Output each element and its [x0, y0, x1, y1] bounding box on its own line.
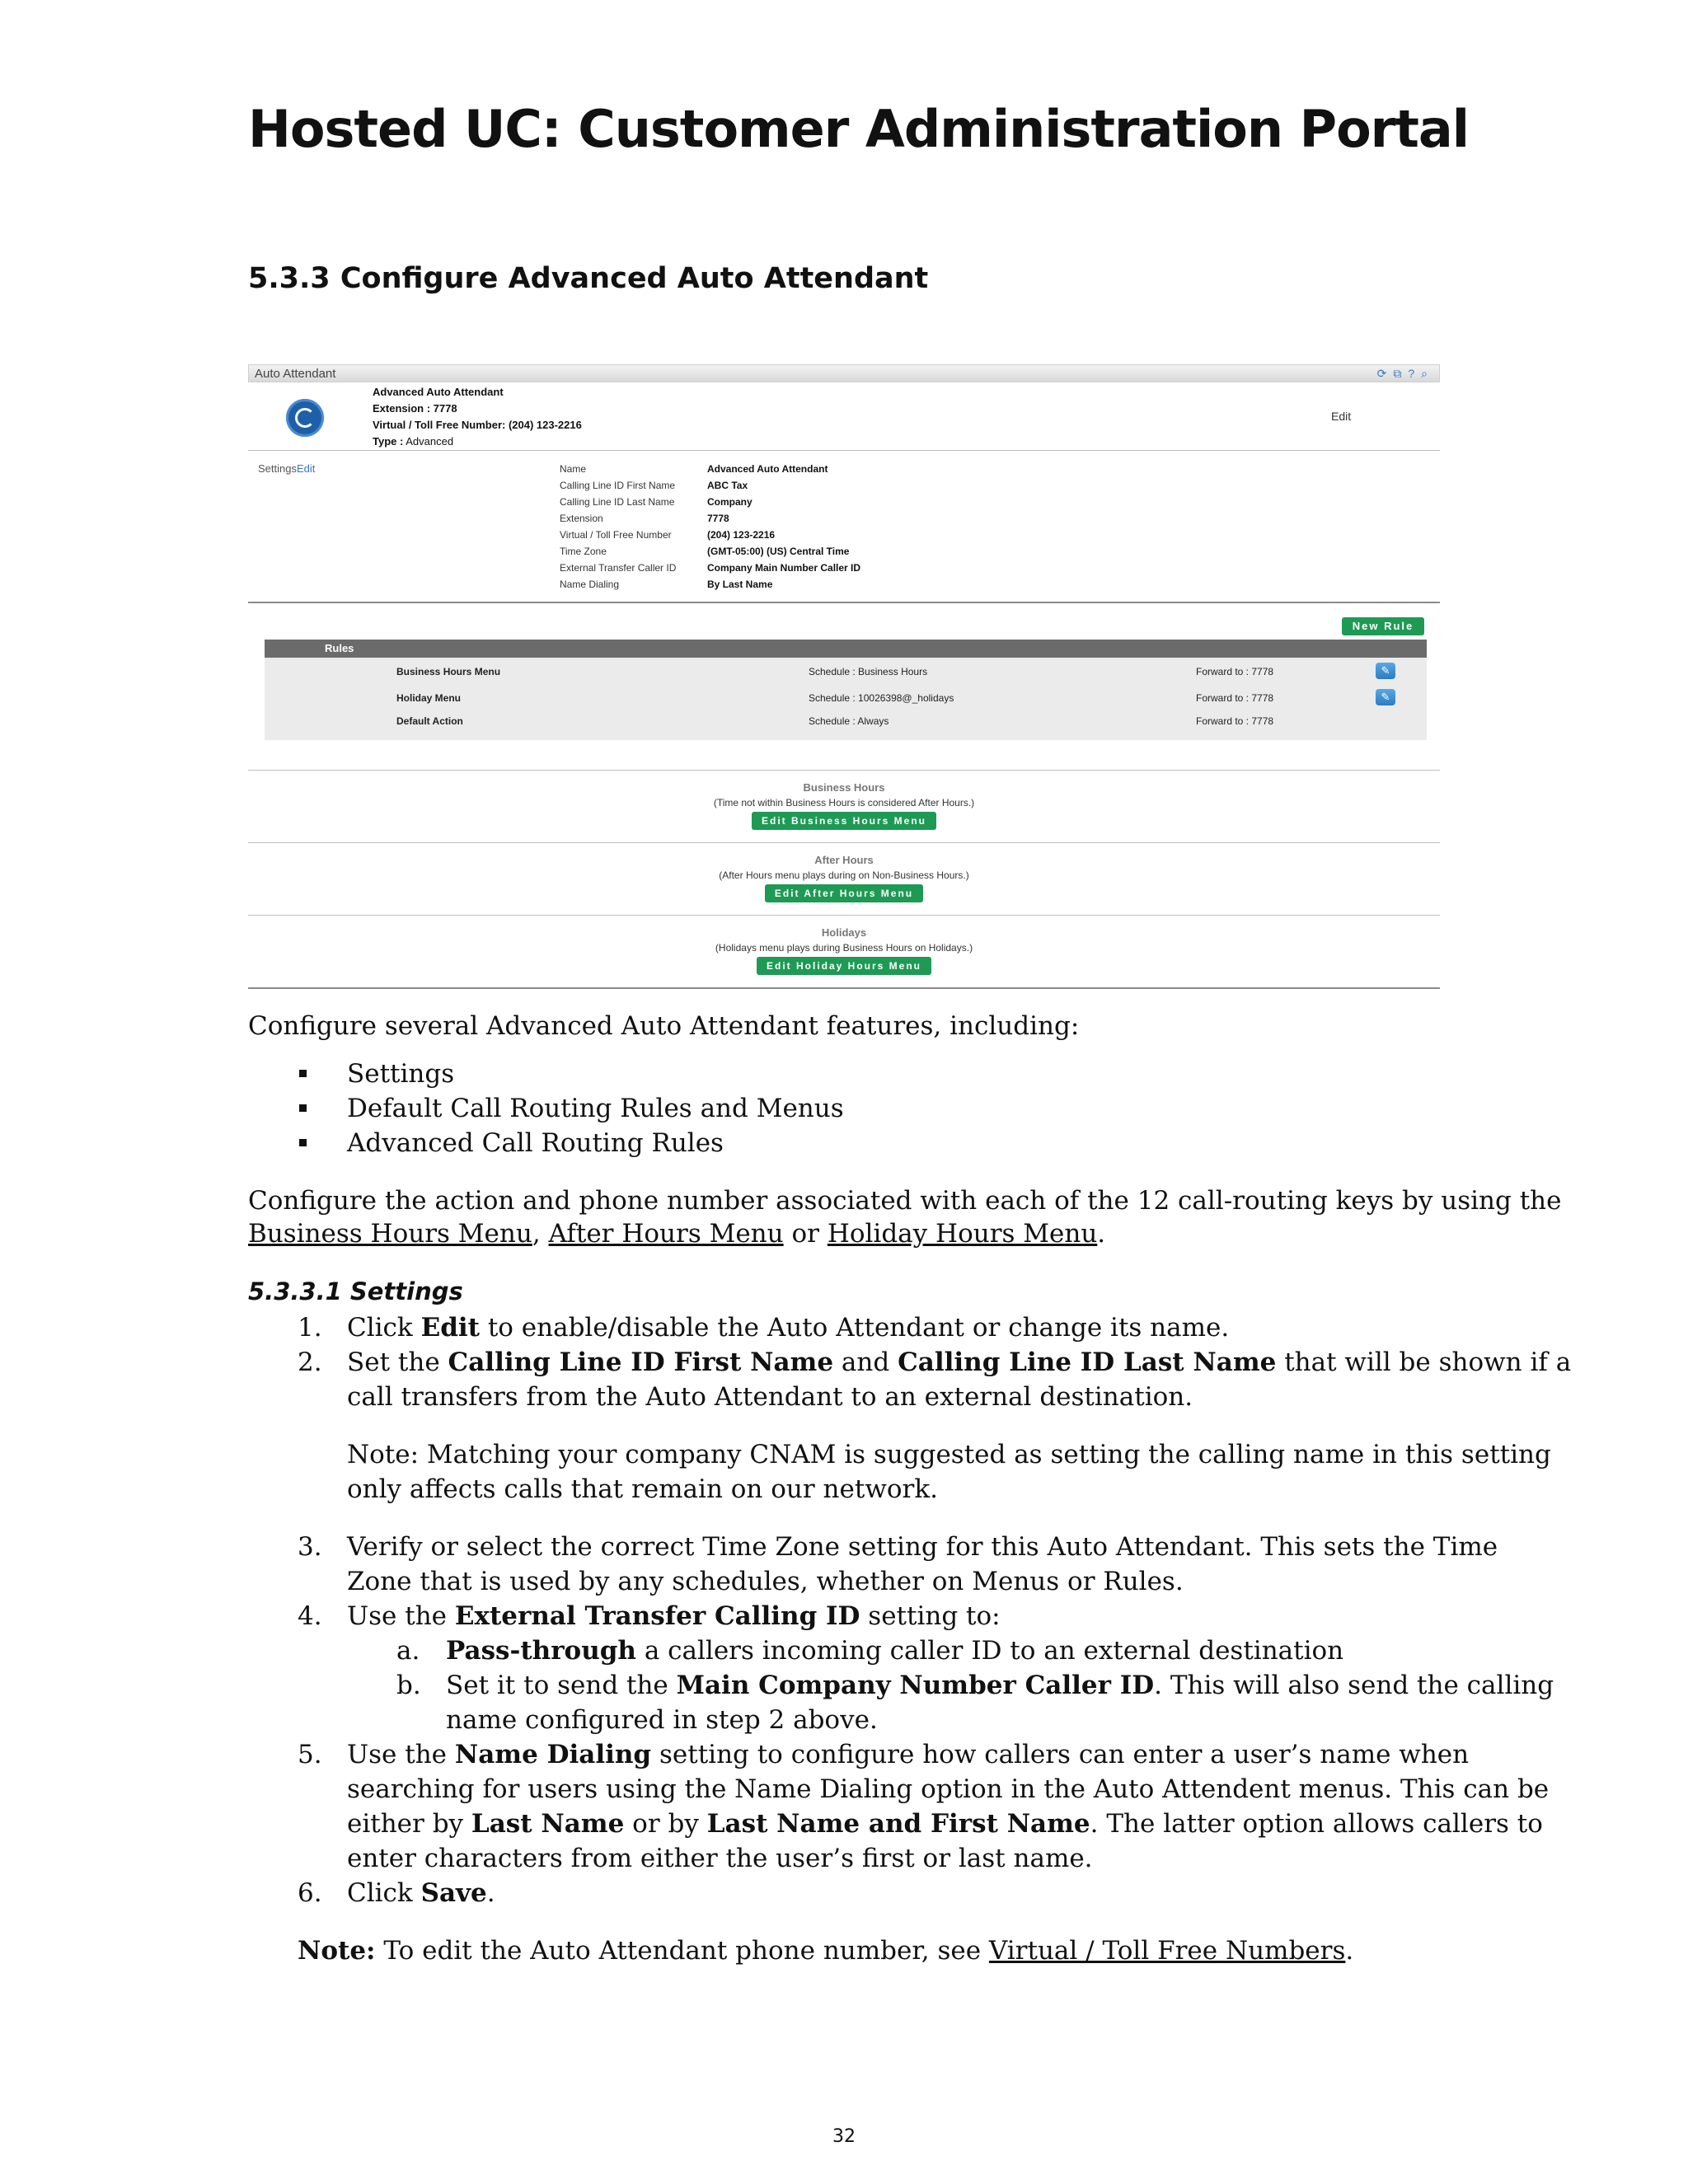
- step-text: a callers incoming caller ID to an external destination: [635, 1636, 1344, 1666]
- step-bold: Pass-through: [446, 1636, 636, 1666]
- setting-value: Company Main Number Caller ID: [707, 562, 861, 574]
- rules-header: [265, 640, 1427, 658]
- edit-after-hours-menu-button[interactable]: Edit After Hours Menu: [765, 884, 923, 902]
- panel-title: Auto Attendant: [255, 367, 336, 381]
- after-hours-section: [248, 854, 1440, 902]
- step-2: [347, 1345, 1571, 1380]
- step-number: 3.: [298, 1532, 322, 1562]
- intro-paragraph: Configure several Advanced Auto Attendant features, including:: [248, 1011, 1080, 1041]
- step-number: 6.: [298, 1878, 322, 1908]
- menu-links-line: [248, 1216, 1105, 1251]
- bullet-marker: [299, 1104, 307, 1112]
- step-number: 5.: [298, 1740, 322, 1769]
- setting-value: ABC Tax: [707, 480, 748, 491]
- header-edit-link[interactable]: Edit: [1331, 410, 1352, 423]
- list-item: Default Call Routing Rules and Menus: [347, 1094, 844, 1123]
- divider: [248, 842, 1440, 843]
- search-icon[interactable]: ⌕: [1421, 367, 1434, 380]
- step-4b: [446, 1668, 1554, 1703]
- setting-key: Virtual / Toll Free Number: [560, 529, 672, 541]
- divider: [248, 987, 1440, 989]
- divider: [248, 770, 1440, 771]
- panel-toolbar-icons: [1377, 367, 1434, 381]
- substep-letter: b.: [396, 1671, 421, 1700]
- setting-value: By Last Name: [707, 579, 773, 590]
- step-3-continued: Zone that is used by any schedules, whether on Menus or Rules.: [347, 1567, 1184, 1596]
- aa-header-virtual-number: Virtual / Toll Free Number: (204) 123-2216: [373, 419, 582, 431]
- rule-schedule: Schedule : 10026398@_holidays: [809, 692, 954, 704]
- setting-key: Time Zone: [560, 546, 607, 557]
- rules-table: [265, 640, 1427, 740]
- step-bold: Main Company Number Caller ID: [676, 1671, 1155, 1700]
- step-4: [347, 1599, 1001, 1633]
- section-heading: After Hours: [814, 854, 874, 866]
- step-bold: Last Name and First Name: [706, 1809, 1090, 1839]
- rule-schedule: Schedule : Business Hours: [809, 666, 928, 677]
- virtual-toll-free-numbers-link[interactable]: Virtual / Toll Free Numbers: [988, 1936, 1346, 1966]
- phone-number-note: [298, 1933, 1353, 1968]
- rule-forward: Forward to : 7778: [1196, 692, 1274, 704]
- business-hours-menu-link[interactable]: Business Hours Menu: [248, 1219, 532, 1249]
- step-text: setting to:: [860, 1601, 1001, 1631]
- step-text: Use the: [347, 1601, 455, 1631]
- step-text: Set the: [347, 1347, 448, 1377]
- table-row: [265, 709, 1427, 733]
- refresh-icon[interactable]: ⟳: [1376, 367, 1394, 380]
- table-row: [265, 686, 1427, 710]
- step-5-continued: [347, 1807, 1543, 1841]
- panel-title-bar: [248, 364, 1440, 382]
- step-bold: Calling Line ID Last Name: [898, 1347, 1277, 1377]
- document-title: Hosted UC: Customer Administration Portal: [248, 99, 1469, 159]
- bullet-marker: [299, 1070, 307, 1077]
- divider: [248, 915, 1440, 916]
- aa-header-name: Advanced Auto Attendant: [373, 386, 504, 398]
- rule-schedule: Schedule : Always: [809, 715, 889, 727]
- aa-type-value: Advanced: [406, 435, 454, 448]
- step-bold: Edit: [420, 1313, 480, 1343]
- holidays-section: [248, 926, 1440, 975]
- step-text: either by: [347, 1809, 471, 1839]
- step-text: . This will also send the calling: [1154, 1671, 1554, 1700]
- holiday-hours-menu-link[interactable]: Holiday Hours Menu: [827, 1219, 1098, 1249]
- section-description: (Holidays menu plays during Business Hours on Holidays.): [715, 942, 973, 954]
- rule-name: Default Action: [396, 715, 463, 727]
- help-icon[interactable]: ?: [1408, 367, 1422, 380]
- step-2-continued: call transfers from the Auto Attendant to an external destination.: [347, 1382, 1193, 1412]
- step-5-continued: searching for users using the Name Dialing option in the Auto Attendent menus. This can be: [347, 1774, 1550, 1804]
- rule-name: Business Hours Menu: [396, 666, 501, 677]
- setting-key: Name: [560, 463, 587, 475]
- routing-keys-paragraph: Configure the action and phone number associated with each of the 12 call-routing keys by using the: [248, 1186, 1562, 1216]
- separator: .: [1097, 1219, 1106, 1249]
- rule-forward: Forward to : 7778: [1196, 666, 1274, 677]
- step-text: or by: [624, 1809, 707, 1839]
- step-bold: Save: [420, 1878, 487, 1908]
- section-heading: Business Hours: [803, 781, 885, 794]
- table-row: [265, 659, 1427, 684]
- rule-name: Holiday Menu: [396, 692, 462, 704]
- bullet-marker: [299, 1139, 307, 1146]
- note-text: To edit the Auto Attendant phone number, see: [375, 1936, 989, 1966]
- step-bold: Calling Line ID First Name: [448, 1347, 834, 1377]
- section-description: (Time not within Business Hours is considered After Hours.): [713, 797, 975, 808]
- step-5-continued: enter characters from either the user’s first or last name.: [347, 1844, 1093, 1873]
- setting-value: Advanced Auto Attendant: [707, 463, 828, 475]
- list-item: Advanced Call Routing Rules: [347, 1128, 724, 1158]
- rule-forward: Forward to : 7778: [1196, 715, 1274, 727]
- window-icon[interactable]: ⧉: [1393, 367, 1409, 380]
- separator: or: [783, 1219, 828, 1249]
- business-hours-section: [248, 781, 1440, 830]
- cnam-note-continued: only affects calls that remain on our network.: [347, 1474, 938, 1504]
- step-number: 1.: [298, 1313, 322, 1343]
- setting-key: Calling Line ID Last Name: [560, 496, 675, 508]
- setting-key: Name Dialing: [560, 579, 620, 590]
- step-4b-continued: name configured in step 2 above.: [446, 1705, 878, 1735]
- step-text: .: [486, 1878, 495, 1908]
- edit-rule-icon[interactable]: ✎: [1376, 689, 1395, 705]
- note-text: .: [1345, 1936, 1354, 1966]
- settings-label: [258, 462, 315, 475]
- step-6: [347, 1876, 495, 1910]
- section-heading: Holidays: [821, 926, 867, 939]
- setting-value: 7778: [707, 513, 729, 524]
- step-text: and: [833, 1347, 898, 1377]
- settings-title: Settings: [258, 462, 297, 475]
- setting-key: External Transfer Caller ID: [560, 562, 677, 574]
- substep-letter: a.: [396, 1636, 420, 1666]
- setting-value: (204) 123-2216: [707, 529, 776, 541]
- aa-header-type: [373, 435, 453, 448]
- divider: [248, 602, 1440, 603]
- auto-attendant-screenshot: [248, 363, 1440, 991]
- step-text: . The latter option allows callers to: [1090, 1809, 1543, 1839]
- setting-key: Extension: [560, 513, 603, 524]
- step-number: 4.: [298, 1601, 322, 1631]
- step-text: Click: [347, 1313, 421, 1343]
- step-text: Click: [347, 1878, 421, 1908]
- step-bold: External Transfer Calling ID: [454, 1601, 860, 1631]
- edit-rule-icon[interactable]: ✎: [1376, 663, 1395, 679]
- step-text: setting to configure how callers can enter a user’s name when: [651, 1740, 1470, 1769]
- step-text: that will be shown if a: [1276, 1347, 1572, 1377]
- step-1: [347, 1310, 1229, 1345]
- rules-header-label: Rules: [325, 642, 354, 654]
- edit-business-hours-menu-button[interactable]: Edit Business Hours Menu: [752, 812, 936, 830]
- step-number: 2.: [298, 1347, 322, 1377]
- step-5: [347, 1737, 1469, 1772]
- aa-type-label: Type :: [373, 435, 404, 448]
- step-bold: Last Name: [471, 1809, 625, 1839]
- new-rule-button[interactable]: New Rule: [1342, 617, 1424, 635]
- subsection-heading: 5.3.3.1 Settings: [248, 1277, 463, 1305]
- after-hours-menu-link[interactable]: After Hours Menu: [548, 1219, 784, 1249]
- aa-header-extension: Extension : 7778: [373, 402, 457, 415]
- list-item: Settings: [347, 1059, 455, 1089]
- divider: [248, 450, 1440, 451]
- page-number: 32: [832, 2126, 856, 2147]
- section-description: (After Hours menu plays during on Non-Business Hours.): [719, 869, 969, 881]
- settings-edit-link[interactable]: Edit: [296, 462, 316, 475]
- step-3: Verify or select the correct Time Zone setting for this Auto Attendant. This sets the Time: [347, 1532, 1498, 1562]
- setting-value: (GMT-05:00) (US) Central Time: [707, 546, 850, 557]
- cnam-note: Note: Matching your company CNAM is suggested as setting the calling name in this setting: [347, 1440, 1551, 1469]
- separator: ,: [532, 1219, 549, 1249]
- step-text: Use the: [347, 1740, 455, 1769]
- step-4a: [446, 1633, 1343, 1668]
- step-text: to enable/disable the Auto Attendant or change its name.: [479, 1313, 1230, 1343]
- step-text: Set it to send the: [446, 1671, 677, 1700]
- setting-key: Calling Line ID First Name: [560, 480, 676, 491]
- auto-attendant-logo-icon: [286, 399, 324, 437]
- edit-holiday-hours-menu-button[interactable]: Edit Holiday Hours Menu: [757, 957, 931, 975]
- step-bold: Name Dialing: [454, 1740, 652, 1769]
- note-label: Note:: [298, 1936, 376, 1966]
- section-title: 5.3.3 Configure Advanced Auto Attendant: [248, 262, 929, 295]
- setting-value: Company: [707, 496, 753, 508]
